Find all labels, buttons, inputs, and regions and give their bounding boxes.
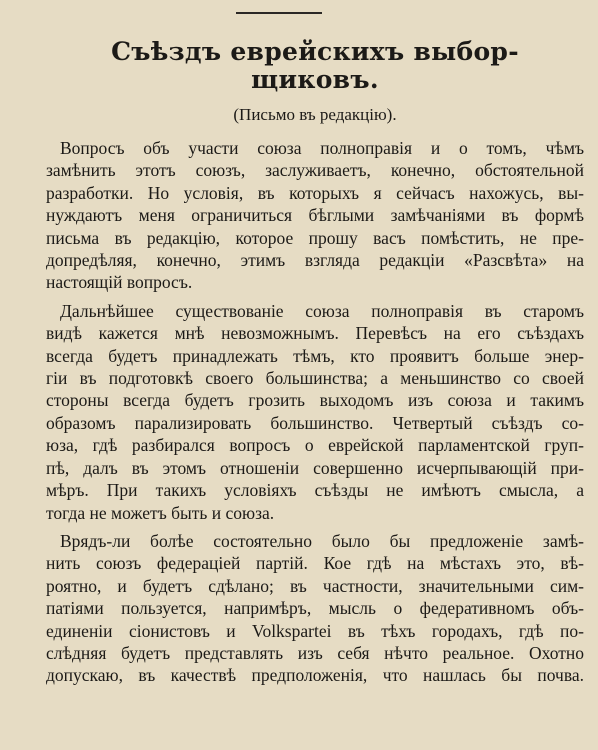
- text-line: Врядъ-ли болѣе состоятельно было бы предложеніе замѣ-: [60, 530, 584, 551]
- text-line: допускаю, въ качествѣ предположенія, что нашлась бы почва.: [46, 665, 584, 686]
- text-line: видѣ кажется мнѣ невозможнымъ. Перевѣсъ на его съѣздахъ: [46, 323, 584, 344]
- text-line: гіи въ подготовкѣ своего большинства; а меньшинство со своей: [46, 368, 584, 389]
- text-line: письма въ редакцію, которое прошу васъ помѣстить, не пре-: [46, 227, 584, 248]
- text-line: замѣнить этотъ союзъ, заслуживаетъ, конечно, обстоятельной: [46, 160, 584, 181]
- text-line: настоящій вопросъ.: [46, 272, 193, 293]
- text-line: Вопросъ объ участи союза полноправія и о томъ, чѣмъ: [60, 138, 584, 158]
- text-line: мѣръ. При такихъ условіяхъ съѣзды не имѣютъ смысла, а: [46, 480, 584, 501]
- text-line: юза, гдѣ разбирался вопросъ о еврейской парламентской груп-: [46, 435, 584, 456]
- paragraph-2: [46, 300, 584, 524]
- text-line: патіями пользуется, напримѣръ, мысль о федеративномъ объ-: [46, 598, 584, 619]
- text-line: единеніи сіонистовъ и Volkspartei въ тѣхъ городахъ, гдѣ по-: [46, 620, 584, 641]
- text-line: допредѣляя, конечно, этимъ взгляда редакціи «Разсвѣта» на: [46, 250, 584, 271]
- text-line: роятно, и будетъ сдѣлано; въ частности, значительными сим-: [46, 575, 584, 596]
- text-line: нить союзъ федераціей партій. Кое гдѣ на мѣстахъ это, вѣ-: [46, 553, 584, 574]
- text-line: слѣдняя будетъ представлять изъ себя нѣчто реальное. Охотно: [46, 642, 584, 663]
- top-rule: [236, 12, 322, 14]
- text-line: тогда не можетъ быть и союза.: [46, 502, 275, 523]
- paragraph-1: [46, 137, 584, 294]
- article-title-line: Съѣздъ еврейскихъ выбор-: [111, 37, 519, 66]
- text-line: Дальнѣйшее существованіе союза полноправія въ старомъ: [60, 300, 584, 321]
- text-line: пѣ, далъ въ этомъ отношеніи совершенно исчерпывающій при-: [46, 457, 584, 478]
- text-line: образомъ парализировать большинство. Четвертый съѣздъ со-: [46, 412, 584, 433]
- text-line: всегда будетъ принадлежать тѣмъ, кто проявитъ больше энер-: [46, 345, 584, 366]
- article-subtitle: (Письмо въ редакцію).: [233, 105, 397, 124]
- article-title: [46, 0, 584, 94]
- text-line: разработки. Но условія, въ которыхъ я сейчасъ нахожусь, вы-: [46, 182, 584, 203]
- text-line: стороны всегда будетъ грозить выходомъ изъ союза и такимъ: [46, 390, 584, 411]
- paragraph-3: [46, 530, 584, 687]
- article-title-line: щиковъ.: [251, 65, 379, 94]
- text-line: нуждаютъ меня ограничиться бѣглыми замѣчаніями въ формѣ: [46, 205, 584, 226]
